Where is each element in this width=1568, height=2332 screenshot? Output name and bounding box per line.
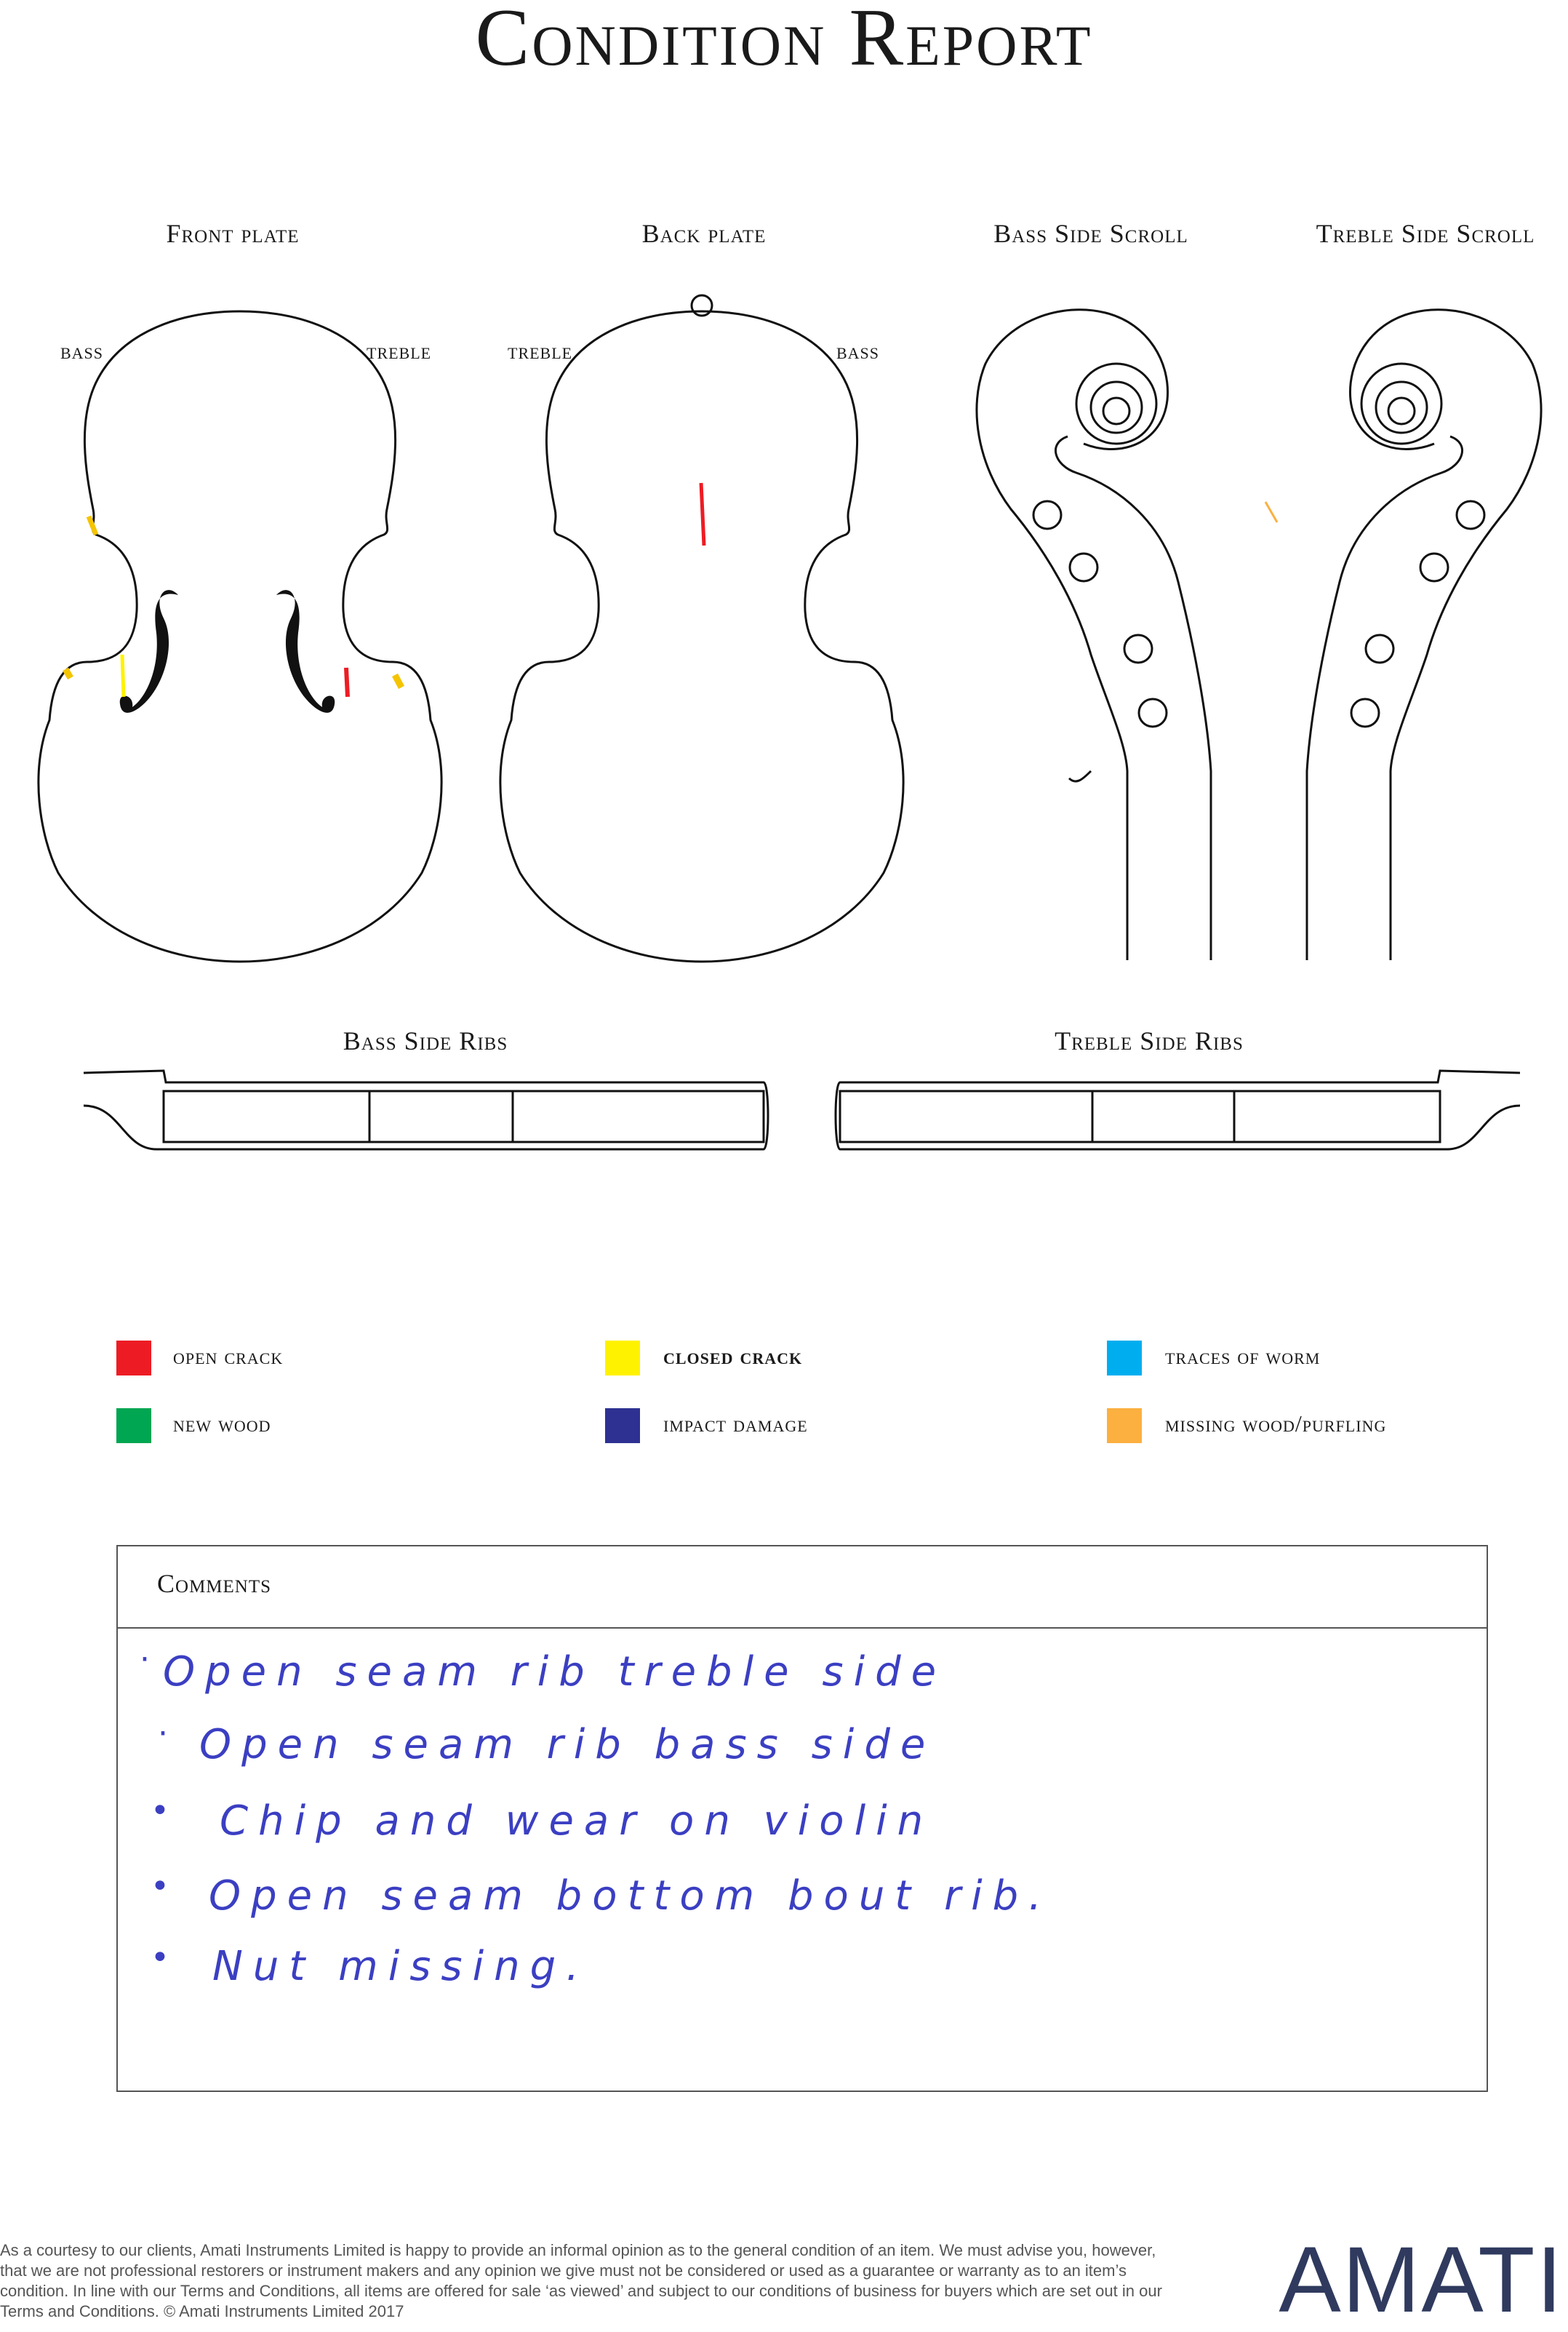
back-treble-label: TREBLE — [508, 344, 573, 362]
legend-swatch-impact-damage — [605, 1408, 640, 1443]
front-treble-label: TREBLE — [367, 344, 432, 362]
legend-label-missing-wood: missing wood/purfling — [1165, 1410, 1387, 1437]
legend-swatch-traces-of-worm — [1107, 1341, 1142, 1375]
front-plate-label: Front plate — [166, 219, 300, 248]
bass-side-scroll-label: Bass Side Scroll — [993, 219, 1188, 248]
bass-scroll-inner — [1055, 436, 1211, 960]
back-bass-label: BASS — [836, 344, 880, 362]
back-plate-button — [692, 295, 712, 316]
comment-bullet: • — [151, 1868, 169, 1905]
legend-label-open-crack: open crack — [173, 1343, 284, 1369]
legend-swatch-open-crack — [116, 1341, 151, 1375]
comment-line: Open seam rib treble side — [163, 1648, 947, 1696]
comment-bullet: • — [151, 1939, 169, 1976]
front-bass-label: BASS — [60, 344, 104, 362]
amati-logo: AMATI — [1279, 2228, 1564, 2332]
treble-scroll-inner — [1307, 436, 1463, 960]
front-plate-outline — [39, 311, 441, 962]
bass-side-ribs-label: Bass Side Ribs — [343, 1026, 508, 1055]
bass-ribs-outline — [84, 1071, 768, 1149]
disclaimer-text: As a courtesy to our clients, Amati Instruments Limited is happy to provide an informal opinion as to the general condition of an item. We must advise you, however, that we are not professional restorers or instrument makers and any opinion we give must not be considered or used as a guarantee or warranty as to an item’s condition. In line with our Terms and Conditions, all items are offered for sale ‘as viewed’ and subject to our conditions of business for buyers which are set out in our Terms and Conditions. © Amati Instruments Limited 2017 — [0, 2241, 1162, 2320]
comment-line: Chip and wear on violin — [220, 1797, 934, 1845]
comment-bullet: · — [158, 1715, 168, 1752]
legend-swatch-missing-wood — [1107, 1408, 1142, 1443]
comment-bullet: • — [151, 1792, 169, 1829]
legend-label-traces-of-worm: traces of worm — [1165, 1343, 1321, 1369]
legend-label-closed-crack: closed crack — [663, 1343, 803, 1369]
legend-swatch-new-wood — [116, 1408, 151, 1443]
comment-line: Open seam bottom bout rib. — [209, 1872, 1052, 1920]
back-plate-outline — [500, 311, 903, 962]
comments-box[interactable] — [116, 1545, 1488, 2092]
treble-ribs-outline — [836, 1071, 1520, 1149]
comments-header — [118, 1546, 1487, 1629]
comment-bullet: · — [140, 1641, 150, 1678]
page-title: Condition Report — [475, 0, 1093, 83]
legend-label-impact-damage: impact damage — [663, 1410, 808, 1437]
treble-side-scroll-label: Treble Side Scroll — [1316, 219, 1535, 248]
legend-swatch-closed-crack — [605, 1341, 640, 1375]
comment-line: Open seam rib bass side — [199, 1721, 936, 1768]
treble-side-ribs-label: Treble Side Ribs — [1055, 1026, 1244, 1055]
f-holes — [120, 590, 335, 713]
back-plate-label: Back plate — [641, 219, 767, 248]
comment-line: Nut missing. — [212, 1943, 589, 1990]
comments-title: Comments — [157, 1569, 272, 1598]
legend-label-new-wood: new wood — [173, 1410, 271, 1437]
